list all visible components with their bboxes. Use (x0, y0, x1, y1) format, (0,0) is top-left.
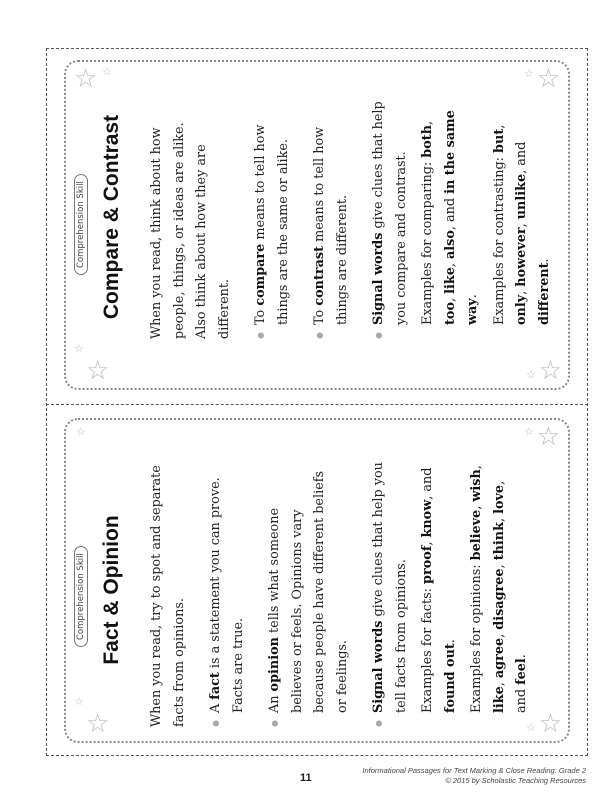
card-body (146, 99, 570, 339)
card-compare-contrast (64, 60, 570, 390)
star-icon: ☆ (538, 356, 562, 386)
star-icon: ☆ (524, 67, 534, 80)
card-title: Compare & Contrast (100, 114, 123, 320)
skill-label: Comprehension Skill (74, 546, 88, 647)
star-icon: ☆ (526, 721, 536, 734)
star-icon: ☆ (86, 356, 110, 386)
bullet-signal-words: ● Signal words give clues that help you compare and contrast. (368, 99, 413, 339)
star-icon: ☆ (536, 64, 560, 94)
star-icon: ☆ (76, 425, 86, 438)
skill-label: Comprehension Skill (74, 174, 88, 275)
star-icon: ☆ (74, 64, 98, 94)
card-body (146, 457, 548, 727)
star-icon: ☆ (538, 709, 562, 739)
star-icon: ☆ (536, 422, 560, 452)
star-icon: ☆ (524, 425, 534, 438)
cut-line (46, 404, 588, 405)
bullet-signal-words: ● Signal words give clues that help you tell facts from opinions. (368, 457, 413, 727)
intro-text: When you read, think about how people, things, or ideas are alike. Also think about how they are different. (149, 122, 232, 339)
examples-facts: Examples for facts: proof, know, and found out. (420, 467, 458, 713)
star-icon: ☆ (74, 342, 84, 355)
bullet-fact: ● A fact is a statement you can prove. Facts are true. (205, 457, 250, 727)
bullet-contrast: ● To contrast means to tell how things are different. (309, 99, 354, 339)
examples-comparing: Examples for comparing: both, too, like, also, and in the same way. (420, 110, 480, 325)
intro-text: When you read, try to spot and separate facts from opinions. (149, 465, 187, 727)
examples-contrasting: Examples for contrasting: but, only, however, unlike, and different. (491, 124, 552, 325)
card-fact-opinion (64, 418, 570, 743)
card-title: Fact & Opinion (100, 515, 123, 665)
star-icon: ☆ (102, 65, 112, 78)
examples-opinions: Examples for opinions: believe, wish, like, agree, disagree, think, love, and feel. (469, 465, 529, 713)
star-icon: ☆ (526, 368, 536, 381)
star-icon: ☆ (86, 709, 110, 739)
bullet-compare: ● To compare means to tell how things are the same or alike. (250, 99, 295, 339)
star-icon: ☆ (74, 695, 84, 708)
bullet-opinion: ● An opinion tells what someone believes or feels. Opinions vary because people have different beliefs or feelings. (264, 457, 354, 727)
page-number: 11 (300, 772, 312, 784)
credit-line: Informational Passages for Text Marking & Close Reading: Grade 2 © 2015 by Scholastic Teaching Resources (362, 766, 586, 785)
